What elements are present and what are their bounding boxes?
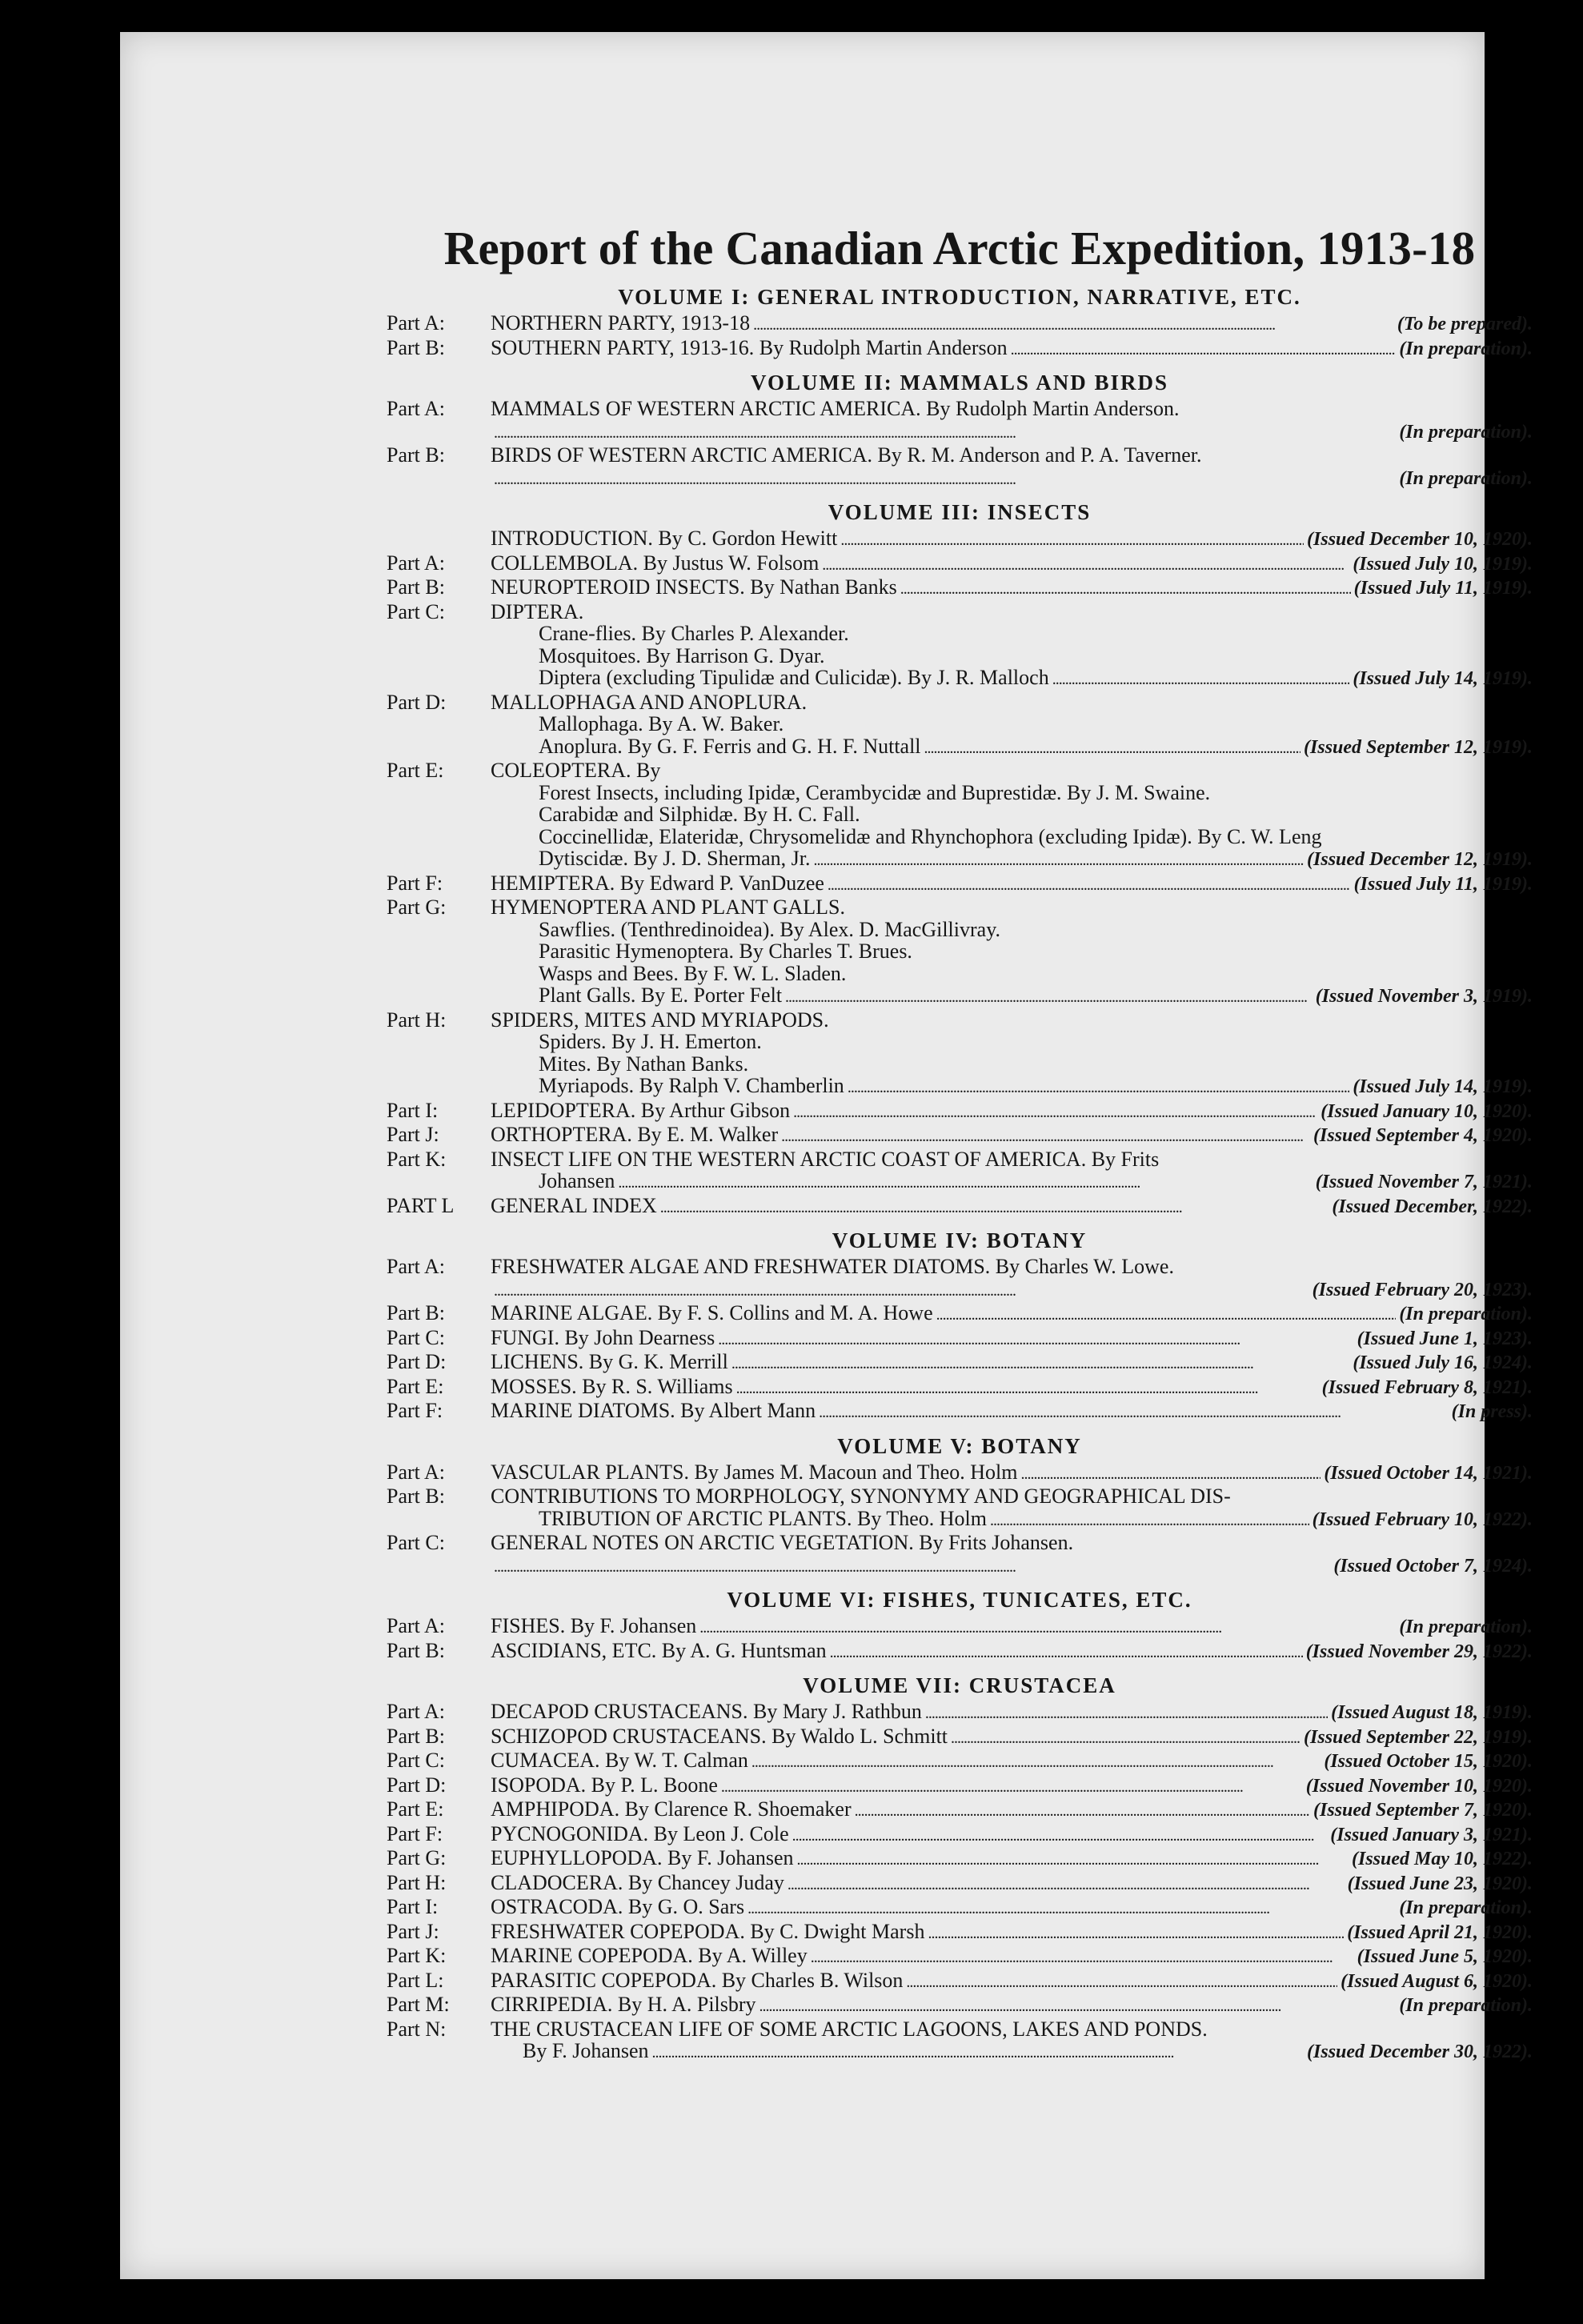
publication-status: (Issued September 7, 1920). (1313, 1800, 1533, 1821)
entry-title: ORTHOPTERA. By E. M. Walker (491, 1123, 779, 1146)
entry-line (387, 1376, 1533, 1400)
entry-line (387, 1969, 1533, 1994)
publication-status: (In preparation). (1399, 338, 1533, 359)
entry-line (387, 552, 1533, 577)
leader-dots (721, 1774, 1303, 1799)
entry-title: SOUTHERN PARTY, 1913-16. By Rudolph Martin Anderson (491, 335, 1008, 359)
part-label: Part H: (387, 1870, 447, 1894)
volume-heading: VOLUME VII: CRUSTACEA (803, 1673, 1116, 1697)
entry-title: GENERAL INDEX (491, 1193, 657, 1217)
volume-heading: VOLUME I: GENERAL INTRODUCTION, NARRATIVE, ETC. (618, 285, 1301, 309)
entry-title: Plant Galls. By E. Porter Felt (539, 984, 783, 1007)
entry-line (387, 713, 1533, 735)
leader-dots (813, 847, 1304, 872)
part-label: Part B: (387, 1485, 445, 1508)
publication-status: (Issued July 11, 1919). (1353, 578, 1533, 599)
leader-dots (718, 1327, 1353, 1352)
entry-title: FRESHWATER COPEPODA. By C. Dwight Marsh (491, 1919, 925, 1943)
entry-title: COLEOPTERA. By (491, 759, 661, 782)
entry-title: DECAPOD CRUSTACEANS. By Mary J. Rathbun (491, 1700, 922, 1723)
leader-dots (753, 312, 1394, 337)
publication-status: (Issued July 16, 1924). (1353, 1352, 1533, 1373)
leader-dots (751, 1749, 1321, 1774)
leader-dots (830, 1640, 1303, 1665)
part-label: PART L (387, 1193, 455, 1217)
entry-line (387, 1774, 1533, 1799)
leader-dots (759, 1993, 1397, 2018)
entry-line (387, 1075, 1533, 1100)
entry-line (387, 1100, 1533, 1124)
entry-title: Forest Insects, including Ipidæ, Cerambycidæ and Buprestidæ. By J. M. Swaine. (539, 780, 1211, 804)
publication-status: (Issued July 14, 1919). (1353, 1076, 1533, 1097)
leader-dots (736, 1376, 1319, 1400)
publication-status: (Issued July 10, 1919). (1353, 553, 1533, 575)
entry-title: COLLEMBOLA. By Justus W. Folsom (491, 551, 820, 575)
entry-line (387, 2018, 1533, 2041)
leader-dots (1011, 337, 1397, 362)
entry-title: INTRODUCTION. By C. Gordon Hewitt (491, 527, 838, 550)
part-label: Part E: (387, 1374, 444, 1398)
part-label: Part K: (387, 1147, 447, 1171)
part-label: Part A: (387, 1460, 445, 1484)
entry-title: Diptera (excluding Tipulidæ and Culicidæ). By J. R. Malloch (539, 666, 1049, 689)
leader-dots (787, 1872, 1345, 1897)
entry-line (387, 803, 1533, 826)
entry-line (387, 576, 1533, 601)
entry-title: PYCNOGONIDA. By Leon J. Cole (491, 1821, 789, 1845)
part-label: Part E: (387, 1797, 444, 1821)
leader-dots (618, 1170, 1312, 1195)
leader-dots (652, 2040, 1304, 2065)
entry-title: Spiders. By J. H. Emerton. (539, 1030, 762, 1053)
entry-title: SCHIZOPOD CRUSTACEANS. By Waldo L. Schmitt (491, 1724, 948, 1748)
part-label: Part G: (387, 1846, 447, 1869)
entry-line (387, 1461, 1533, 1486)
entry-title: DIPTERA. (491, 599, 584, 623)
entry-line (387, 467, 1533, 491)
leader-dots (785, 984, 1312, 1009)
part-label: Part A: (387, 397, 445, 420)
part-label: Part H: (387, 1008, 447, 1032)
leader-dots (990, 1508, 1309, 1533)
entry-line (387, 1701, 1533, 1725)
publication-status: (Issued February 20, 1923). (1312, 1279, 1533, 1300)
entry-title: VASCULAR PLANTS. By James M. Macoun and Theo. Holm (491, 1460, 1018, 1484)
part-label: Part I: (387, 1895, 439, 1918)
volume-heading: VOLUME III: INSECTS (828, 500, 1092, 524)
entry-line (387, 1725, 1533, 1750)
publication-status: (Issued December, 1922). (1332, 1196, 1533, 1217)
publication-status: (In preparation). (1399, 1995, 1533, 2016)
part-label: Part B: (387, 443, 445, 467)
publication-status: (Issued September 22, 1919). (1304, 1726, 1533, 1748)
part-label: Part D: (387, 1773, 447, 1797)
entry-title: CUMACEA. By W. T. Calman (491, 1749, 748, 1772)
entry-title: ISOPODA. By P. L. Boone (491, 1773, 718, 1797)
publication-status: (Issued January 3, 1921). (1330, 1824, 1533, 1845)
entry-title: CONTRIBUTIONS TO MORPHOLOGY, SYNONYMY AND GEOGRAPHICAL DIS- (491, 1485, 1231, 1508)
entry-line (387, 963, 1533, 985)
document-content (387, 214, 1533, 2199)
entry-line (387, 1485, 1533, 1508)
entry-line (387, 527, 1533, 552)
entry-title: Wasps and Bees. By F. W. L. Sladen. (539, 961, 847, 985)
entry-line (387, 1053, 1533, 1076)
entry-line (387, 444, 1533, 467)
entry-line (387, 1278, 1533, 1303)
part-label: Part D: (387, 690, 447, 714)
volume-heading: VOLUME VI: FISHES, TUNICATES, ETC. (727, 1588, 1192, 1612)
entry-title: NEUROPTEROID INSECTS. By Nathan Banks (491, 575, 897, 599)
entry-title: MARINE DIATOMS. By Albert Mann (491, 1399, 816, 1422)
publication-status: (Issued October 15, 1920). (1324, 1751, 1533, 1772)
entry-line (387, 1554, 1533, 1579)
publication-status: (Issued June 23, 1920). (1347, 1873, 1533, 1894)
part-label: Part A: (387, 551, 445, 575)
part-label: Part N: (387, 2017, 447, 2041)
leader-dots (1020, 1461, 1321, 1486)
leader-dots (811, 1945, 1354, 1969)
entry-line (387, 601, 1533, 623)
entry-line (387, 645, 1533, 667)
part-label: Part A: (387, 1614, 445, 1637)
entry-title: NORTHERN PARTY, 1913-18 (491, 311, 751, 335)
leader-dots (906, 1969, 1337, 1994)
leader-dots (747, 1896, 1396, 1921)
publication-status: (Issued February 10, 1922). (1312, 1509, 1533, 1530)
entry-title: OSTRACODA. By G. O. Sars (491, 1895, 745, 1918)
part-label: Part L: (387, 1968, 444, 1992)
leader-dots (848, 1075, 1350, 1100)
entry-line (387, 1124, 1533, 1148)
part-label: Part F: (387, 871, 443, 895)
entry-line (387, 1508, 1533, 1533)
entry-line (387, 1170, 1533, 1195)
publication-status: (Issued August 18, 1919). (1331, 1702, 1533, 1723)
entry-title: Mites. By Nathan Banks. (539, 1052, 749, 1076)
publication-status: (In preparation). (1399, 467, 1533, 489)
entry-title: SPIDERS, MITES AND MYRIAPODS. (491, 1008, 829, 1032)
leader-dots (928, 1921, 1344, 1945)
part-label: Part C: (387, 1531, 445, 1554)
volume-heading: VOLUME V: BOTANY (837, 1433, 1082, 1458)
leader-dots (819, 1400, 1449, 1424)
entry-line (387, 312, 1533, 337)
publication-status: (In press). (1451, 1401, 1533, 1422)
publication-status: (Issued November 29, 1922). (1305, 1641, 1533, 1662)
entry-title: Dytiscidæ. By J. D. Sherman, Jr. (539, 847, 811, 870)
entry-line (387, 919, 1533, 941)
leader-dots (793, 1100, 1317, 1124)
entry-title: Mallophaga. By A. W. Baker. (539, 712, 784, 735)
document-title: Report of the Canadian Arctic Expedition, 1913-18 (443, 222, 1476, 274)
publication-status: (Issued September 12, 1919). (1304, 736, 1533, 758)
entry-title: FISHES. By F. Johansen (491, 1614, 697, 1637)
leader-dots (1052, 667, 1350, 691)
leader-dots (936, 1302, 1397, 1327)
entry-line (387, 940, 1533, 963)
volume-heading: VOLUME IV: BOTANY (832, 1228, 1088, 1252)
leader-dots (828, 872, 1351, 897)
entry-line (387, 420, 1533, 445)
document-page (120, 32, 1533, 2279)
leader-dots (781, 1124, 1310, 1148)
entry-line (387, 667, 1533, 691)
publication-status: (Issued November 10, 1920). (1305, 1775, 1533, 1797)
entry-title: HEMIPTERA. By Edward P. VanDuzee (491, 871, 824, 895)
part-label: Part J: (387, 1123, 439, 1146)
leader-dots (731, 1351, 1350, 1376)
part-label: Part I: (387, 1098, 439, 1122)
entry-title: INSECT LIFE ON THE WESTERN ARCTIC COAST OF AMERICA. By Frits (491, 1147, 1160, 1171)
entry-title: Anoplura. By G. F. Ferris and G. H. F. Nuttall (539, 734, 921, 758)
part-label: Part B: (387, 1301, 445, 1324)
leader-dots (494, 1278, 1309, 1303)
entry-title: Coccinellidæ, Elateridæ, Chrysomelidæ and Rhynchophora (excluding Ipidæ). By C. W. Leng (539, 824, 1322, 848)
publication-status: (Issued April 21, 1920). (1347, 1921, 1533, 1943)
entry-title: MOSSES. By R. S. Williams (491, 1374, 733, 1398)
publication-status: (Issued August 6, 1920). (1341, 1970, 1533, 1992)
entry-line (387, 735, 1533, 760)
part-label: Part G: (387, 896, 447, 919)
entry-line (387, 1327, 1533, 1352)
entry-line (387, 1921, 1533, 1945)
entry-title: Myriapods. By Ralph V. Chamberlin (539, 1074, 844, 1097)
part-label: Part F: (387, 1821, 443, 1845)
publication-status: (Issued September 4, 1920). (1313, 1125, 1533, 1146)
entry-title: ASCIDIANS, ETC. By A. G. Huntsman (491, 1638, 827, 1662)
entry-line (387, 623, 1533, 645)
part-label: Part C: (387, 599, 445, 623)
entry-line (387, 2040, 1533, 2065)
part-label: Part F: (387, 1399, 443, 1422)
entry-title: Mosquitoes. By Harrison G. Dyar. (539, 643, 825, 667)
entry-line (387, 1400, 1533, 1424)
part-label: Part E: (387, 759, 444, 782)
publication-status: (Issued July 14, 1919). (1353, 668, 1533, 689)
publication-status: (In preparation). (1399, 1304, 1533, 1324)
entry-line (387, 1351, 1533, 1376)
entry-line (387, 782, 1533, 804)
entry-line (387, 337, 1533, 362)
publication-status: (In preparation). (1399, 1897, 1533, 1918)
publication-status: (Issued October 14, 1921). (1324, 1462, 1533, 1484)
entry-line (387, 1009, 1533, 1032)
leader-dots (822, 552, 1349, 577)
publication-status: (Issued June 5, 1920). (1357, 1946, 1533, 1967)
publication-status: (Issued October 7, 1924). (1333, 1555, 1533, 1577)
entry-title: PARASITIC COPEPODA. By Charles B. Wilson (491, 1968, 904, 1992)
publication-status: (To be prepared). (1397, 314, 1533, 335)
part-label: Part A: (387, 1255, 445, 1278)
entry-line (387, 1148, 1533, 1171)
entry-line (387, 896, 1533, 919)
entry-line (387, 1640, 1533, 1665)
part-label: Part C: (387, 1749, 445, 1772)
leader-dots (924, 735, 1300, 760)
part-label: Part B: (387, 335, 445, 359)
entry-line (387, 1872, 1533, 1897)
entry-title: BIRDS OF WESTERN ARCTIC AMERICA. By R. M. Anderson and P. A. Taverner. (491, 443, 1202, 467)
entry-line (387, 1945, 1533, 1969)
leader-dots (494, 467, 1396, 491)
entry-line (387, 1847, 1533, 1872)
entry-line (387, 1302, 1533, 1327)
part-label: Part B: (387, 575, 445, 599)
entry-line (387, 1195, 1533, 1220)
publication-status: (Issued December 30, 1922). (1307, 2042, 1533, 2062)
entry-line (387, 1749, 1533, 1774)
part-label: Part K: (387, 1944, 447, 1967)
leader-dots (660, 1195, 1329, 1220)
leader-dots (840, 527, 1304, 552)
publication-status: (Issued December 10, 1920). (1307, 529, 1533, 550)
entry-line (387, 398, 1533, 420)
entry-title: FUNGI. By John Dearness (491, 1325, 715, 1349)
entry-line (387, 984, 1533, 1009)
entry-title: MARINE COPEPODA. By A. Willey (491, 1944, 808, 1967)
entry-line (387, 1993, 1533, 2018)
entry-line (387, 847, 1533, 872)
part-label: Part B: (387, 1724, 445, 1748)
publication-status: (Issued June 1, 1923). (1357, 1328, 1533, 1349)
part-label: Part A: (387, 1700, 445, 1723)
entry-line (387, 1823, 1533, 1848)
entry-line (387, 826, 1533, 848)
entry-title: LICHENS. By G. K. Merrill (491, 1350, 728, 1373)
entry-title: FRESHWATER ALGAE AND FRESHWATER DIATOMS. By Charles W. Lowe. (491, 1255, 1174, 1278)
entry-title: Crane-flies. By Charles P. Alexander. (539, 622, 849, 645)
entry-title: THE CRUSTACEAN LIFE OF SOME ARCTIC LAGOONS, LAKES AND PONDS. (491, 2017, 1208, 2041)
entry-line (387, 1615, 1533, 1640)
entry-title: EUPHYLLOPODA. By F. Johansen (491, 1846, 794, 1869)
entry-title: By F. Johansen (523, 2039, 649, 2062)
entry-line (387, 1896, 1533, 1921)
entry-line (387, 691, 1533, 714)
entry-title: GENERAL NOTES ON ARCTIC VEGETATION. By Frits Johansen. (491, 1531, 1074, 1554)
leader-dots (925, 1701, 1328, 1725)
entry-title: MAMMALS OF WESTERN ARCTIC AMERICA. By Rudolph Martin Anderson. (491, 397, 1180, 420)
part-label: Part C: (387, 1325, 445, 1349)
entry-title: HYMENOPTERA AND PLANT GALLS. (491, 896, 845, 919)
leader-dots (494, 1554, 1330, 1579)
part-label: Part A: (387, 311, 445, 335)
entry-title: TRIBUTION OF ARCTIC PLANTS. By Theo. Holm (539, 1506, 987, 1530)
entry-line (387, 1031, 1533, 1053)
entry-title: Sawflies. (Tenthredinoidea). By Alex. D. MacGillivray. (539, 917, 1001, 941)
leader-dots (797, 1847, 1349, 1872)
entry-title: AMPHIPODA. By Clarence R. Shoemaker (491, 1797, 852, 1821)
entry-title: CLADOCERA. By Chancey Juday (491, 1870, 784, 1894)
leader-dots (855, 1798, 1310, 1823)
publication-status: (Issued May 10, 1922). (1352, 1849, 1533, 1869)
entry-title: Parasitic Hymenoptera. By Charles T. Brues. (539, 940, 912, 963)
publication-status: (Issued December 12, 1919). (1307, 849, 1533, 870)
entry-title: Carabidæ and Silphidæ. By H. C. Fall. (539, 803, 860, 826)
publication-status: (Issued February 8, 1921). (1321, 1376, 1533, 1398)
entry-title: Johansen (539, 1169, 615, 1192)
entry-title: CIRRIPEDIA. By H. A. Pilsbry (491, 1993, 756, 2016)
part-label: Part M: (387, 1993, 450, 2016)
entry-line (387, 1798, 1533, 1823)
leader-dots (792, 1823, 1328, 1848)
entry-title: MALLOPHAGA AND ANOPLURA. (491, 690, 808, 714)
entry-title: MARINE ALGAE. By F. S. Collins and M. A. Howe (491, 1301, 933, 1324)
part-label: Part D: (387, 1350, 447, 1373)
publication-status: (Issued November 3, 1919). (1315, 986, 1533, 1007)
publication-status: (Issued November 7, 1921). (1315, 1172, 1533, 1192)
publication-status: (In preparation). (1399, 1617, 1533, 1637)
entry-line (387, 1532, 1533, 1554)
publication-status: (Issued January 10, 1920). (1321, 1100, 1533, 1122)
part-label: Part J: (387, 1919, 439, 1943)
entry-line (387, 759, 1533, 782)
leader-dots (951, 1725, 1300, 1750)
volume-heading: VOLUME II: MAMMALS AND BIRDS (751, 371, 1168, 395)
leader-dots (494, 420, 1396, 445)
entry-line (387, 1256, 1533, 1278)
publication-status: (In preparation). (1399, 421, 1533, 443)
publication-status: (Issued July 11, 1919). (1353, 873, 1533, 895)
entry-title: LEPIDOPTERA. By Arthur Gibson (491, 1098, 791, 1122)
leader-dots (900, 576, 1351, 601)
part-label: Part B: (387, 1638, 445, 1662)
entry-line (387, 872, 1533, 897)
leader-dots (699, 1615, 1396, 1640)
